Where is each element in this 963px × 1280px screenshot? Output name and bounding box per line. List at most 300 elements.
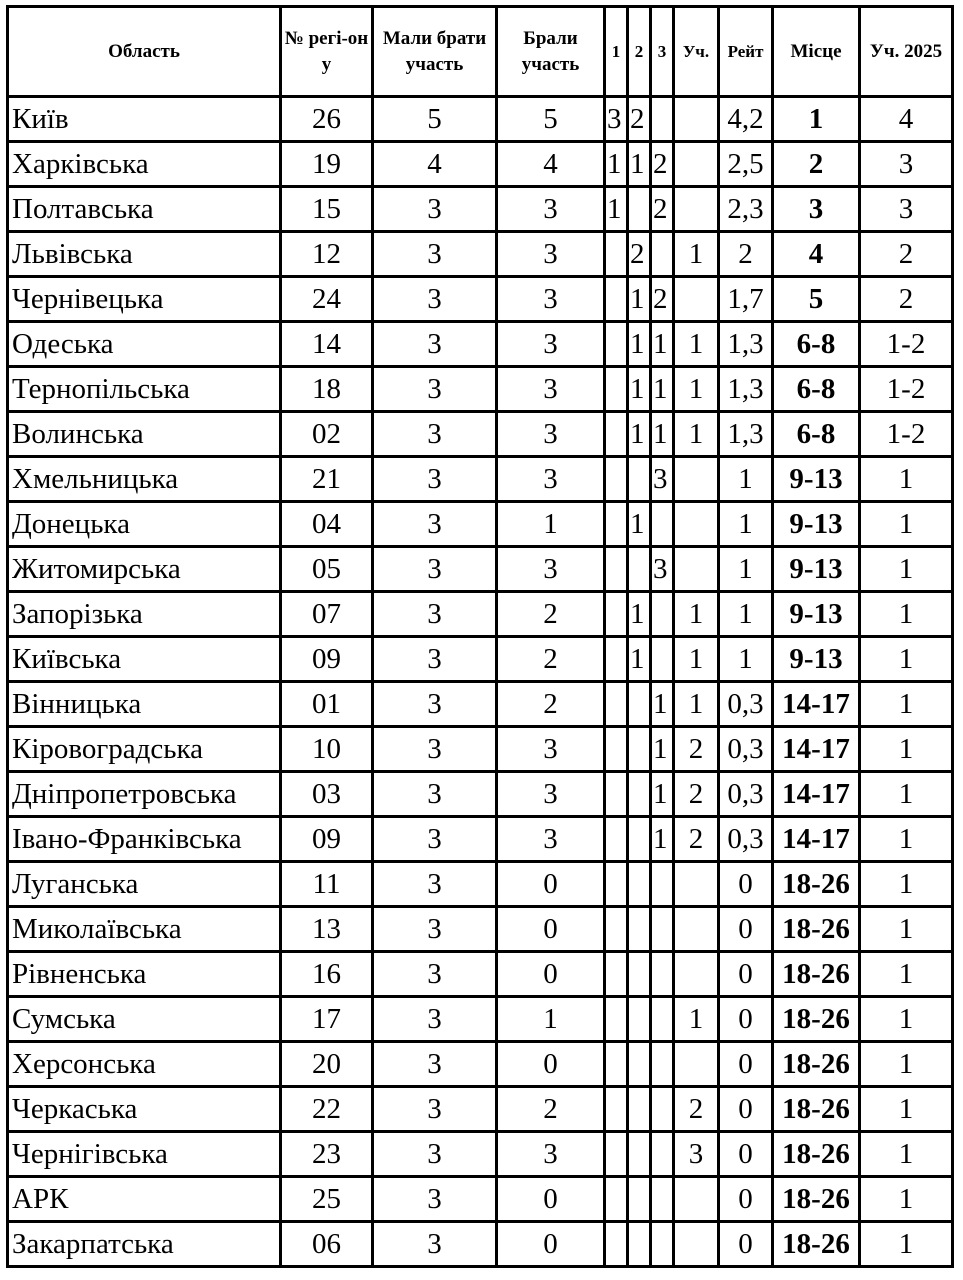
oblast-cell: Чернігівська bbox=[8, 1132, 281, 1177]
planned-cell: 3 bbox=[373, 1042, 497, 1087]
oblast-cell: Хмельницька bbox=[8, 457, 281, 502]
rating-cell: 0 bbox=[719, 1177, 773, 1222]
took-part-cell: 3 bbox=[497, 367, 605, 412]
place-cell: 14-17 bbox=[773, 772, 860, 817]
medal-2-cell bbox=[628, 457, 651, 502]
participant-cell bbox=[674, 142, 719, 187]
rating-cell: 0 bbox=[719, 1222, 773, 1267]
oblast-cell: Івано-Франківська bbox=[8, 817, 281, 862]
medal-1-cell bbox=[605, 727, 628, 772]
place-cell: 1 bbox=[773, 97, 860, 142]
medal-3-cell: 2 bbox=[651, 187, 674, 232]
table-row bbox=[8, 142, 953, 187]
oblast-cell: Дніпропетровська bbox=[8, 772, 281, 817]
participants-2025-cell: 1 bbox=[860, 817, 953, 862]
medal-3-cell: 1 bbox=[651, 367, 674, 412]
participants-2025-cell: 1 bbox=[860, 637, 953, 682]
place-cell: 14-17 bbox=[773, 817, 860, 862]
region-number-cell: 11 bbox=[281, 862, 373, 907]
oblast-cell: Одеська bbox=[8, 322, 281, 367]
participant-cell: 1 bbox=[674, 682, 719, 727]
medal-3-cell bbox=[651, 1132, 674, 1177]
participant-cell: 1 bbox=[674, 997, 719, 1042]
rating-cell: 0 bbox=[719, 952, 773, 997]
participant-cell: 1 bbox=[674, 322, 719, 367]
place-cell: 9-13 bbox=[773, 457, 860, 502]
oblast-cell: Херсонська bbox=[8, 1042, 281, 1087]
rating-cell: 1,3 bbox=[719, 367, 773, 412]
place-cell: 9-13 bbox=[773, 502, 860, 547]
rating-cell: 0 bbox=[719, 907, 773, 952]
took-part-cell: 3 bbox=[497, 187, 605, 232]
took-part-cell: 0 bbox=[497, 1177, 605, 1222]
oblast-cell: Сумська bbox=[8, 997, 281, 1042]
participant-cell: 3 bbox=[674, 1132, 719, 1177]
participant-cell bbox=[674, 1222, 719, 1267]
header-row bbox=[8, 7, 953, 97]
medal-3-cell bbox=[651, 1177, 674, 1222]
participant-cell: 1 bbox=[674, 232, 719, 277]
participant-cell bbox=[674, 952, 719, 997]
medal-1-cell bbox=[605, 277, 628, 322]
took-part-cell: 0 bbox=[497, 1042, 605, 1087]
oblast-cell: Миколаївська bbox=[8, 907, 281, 952]
participants-2025-cell: 1-2 bbox=[860, 367, 953, 412]
medal-1-cell bbox=[605, 322, 628, 367]
table-row bbox=[8, 727, 953, 772]
region-number-cell: 13 bbox=[281, 907, 373, 952]
medal-3-cell: 1 bbox=[651, 412, 674, 457]
results-table bbox=[6, 5, 954, 1268]
took-part-cell: 2 bbox=[497, 1087, 605, 1132]
medal-3-cell: 3 bbox=[651, 547, 674, 592]
rating-cell: 1 bbox=[719, 547, 773, 592]
rating-cell: 1 bbox=[719, 457, 773, 502]
participants-2025-cell: 1 bbox=[860, 502, 953, 547]
place-cell: 9-13 bbox=[773, 637, 860, 682]
medal-1-cell bbox=[605, 817, 628, 862]
place-cell: 18-26 bbox=[773, 952, 860, 997]
oblast-cell: Тернопільська bbox=[8, 367, 281, 412]
took-part-cell: 3 bbox=[497, 547, 605, 592]
participant-cell bbox=[674, 457, 719, 502]
header-medal-1: 1 bbox=[605, 7, 628, 97]
took-part-cell: 2 bbox=[497, 592, 605, 637]
rating-cell: 1 bbox=[719, 592, 773, 637]
medal-1-cell bbox=[605, 502, 628, 547]
region-number-cell: 26 bbox=[281, 97, 373, 142]
medal-1-cell bbox=[605, 547, 628, 592]
planned-cell: 3 bbox=[373, 187, 497, 232]
participants-2025-cell: 3 bbox=[860, 187, 953, 232]
medal-3-cell: 1 bbox=[651, 817, 674, 862]
planned-cell: 3 bbox=[373, 412, 497, 457]
planned-cell: 3 bbox=[373, 322, 497, 367]
planned-cell: 4 bbox=[373, 142, 497, 187]
medal-3-cell bbox=[651, 952, 674, 997]
took-part-cell: 0 bbox=[497, 907, 605, 952]
oblast-cell: Черкаська bbox=[8, 1087, 281, 1132]
table-row bbox=[8, 997, 953, 1042]
rating-cell: 0,3 bbox=[719, 682, 773, 727]
oblast-cell: Закарпатська bbox=[8, 1222, 281, 1267]
place-cell: 18-26 bbox=[773, 997, 860, 1042]
region-number-cell: 12 bbox=[281, 232, 373, 277]
rating-cell: 0 bbox=[719, 1132, 773, 1177]
planned-cell: 3 bbox=[373, 997, 497, 1042]
table-row bbox=[8, 1177, 953, 1222]
header-participants-2025: Уч. 2025 bbox=[860, 7, 953, 97]
planned-cell: 3 bbox=[373, 1222, 497, 1267]
region-number-cell: 23 bbox=[281, 1132, 373, 1177]
rating-cell: 4,2 bbox=[719, 97, 773, 142]
took-part-cell: 0 bbox=[497, 1222, 605, 1267]
planned-cell: 3 bbox=[373, 592, 497, 637]
medal-2-cell bbox=[628, 682, 651, 727]
participants-2025-cell: 2 bbox=[860, 232, 953, 277]
medal-2-cell bbox=[628, 1222, 651, 1267]
rating-cell: 1,3 bbox=[719, 322, 773, 367]
participant-cell: 2 bbox=[674, 817, 719, 862]
planned-cell: 3 bbox=[373, 547, 497, 592]
header-region-no: № регі-он у bbox=[281, 7, 373, 97]
participant-cell: 2 bbox=[674, 1087, 719, 1132]
rating-cell: 1,3 bbox=[719, 412, 773, 457]
participants-2025-cell: 1 bbox=[860, 682, 953, 727]
oblast-cell: Харківська bbox=[8, 142, 281, 187]
medal-1-cell bbox=[605, 1222, 628, 1267]
medal-2-cell bbox=[628, 727, 651, 772]
took-part-cell: 3 bbox=[497, 412, 605, 457]
medal-2-cell bbox=[628, 1087, 651, 1132]
medal-3-cell: 1 bbox=[651, 322, 674, 367]
medal-1-cell bbox=[605, 997, 628, 1042]
oblast-cell: Чернівецька bbox=[8, 277, 281, 322]
medal-1-cell bbox=[605, 772, 628, 817]
region-number-cell: 04 bbox=[281, 502, 373, 547]
participant-cell bbox=[674, 907, 719, 952]
table-row bbox=[8, 457, 953, 502]
took-part-cell: 0 bbox=[497, 952, 605, 997]
took-part-cell: 2 bbox=[497, 682, 605, 727]
participants-2025-cell: 1 bbox=[860, 1042, 953, 1087]
medal-2-cell: 1 bbox=[628, 502, 651, 547]
rating-cell: 2,5 bbox=[719, 142, 773, 187]
took-part-cell: 3 bbox=[497, 277, 605, 322]
table-row bbox=[8, 1222, 953, 1267]
rating-cell: 1,7 bbox=[719, 277, 773, 322]
region-number-cell: 07 bbox=[281, 592, 373, 637]
participants-2025-cell: 4 bbox=[860, 97, 953, 142]
region-number-cell: 06 bbox=[281, 1222, 373, 1267]
participant-cell: 1 bbox=[674, 412, 719, 457]
planned-cell: 3 bbox=[373, 232, 497, 277]
medal-3-cell: 2 bbox=[651, 277, 674, 322]
planned-cell: 3 bbox=[373, 727, 497, 772]
table-row bbox=[8, 367, 953, 412]
table-row bbox=[8, 772, 953, 817]
place-cell: 18-26 bbox=[773, 862, 860, 907]
medal-2-cell bbox=[628, 907, 651, 952]
medal-2-cell: 2 bbox=[628, 97, 651, 142]
participants-2025-cell: 1 bbox=[860, 1177, 953, 1222]
region-number-cell: 16 bbox=[281, 952, 373, 997]
participants-2025-cell: 1 bbox=[860, 952, 953, 997]
region-number-cell: 09 bbox=[281, 637, 373, 682]
participants-2025-cell: 1 bbox=[860, 1087, 953, 1132]
medal-3-cell: 1 bbox=[651, 727, 674, 772]
rating-cell: 0,3 bbox=[719, 817, 773, 862]
table-row bbox=[8, 637, 953, 682]
medal-2-cell: 2 bbox=[628, 232, 651, 277]
planned-cell: 3 bbox=[373, 862, 497, 907]
oblast-cell: Кіровоградська bbox=[8, 727, 281, 772]
participant-cell bbox=[674, 1042, 719, 1087]
header-medal-3: 3 bbox=[651, 7, 674, 97]
oblast-cell: Луганська bbox=[8, 862, 281, 907]
planned-cell: 3 bbox=[373, 907, 497, 952]
medal-3-cell bbox=[651, 97, 674, 142]
medal-2-cell bbox=[628, 547, 651, 592]
medal-2-cell bbox=[628, 1177, 651, 1222]
took-part-cell: 1 bbox=[497, 997, 605, 1042]
rating-cell: 0 bbox=[719, 1087, 773, 1132]
took-part-cell: 3 bbox=[497, 727, 605, 772]
took-part-cell: 5 bbox=[497, 97, 605, 142]
medal-2-cell: 1 bbox=[628, 142, 651, 187]
oblast-cell: АРК bbox=[8, 1177, 281, 1222]
took-part-cell: 0 bbox=[497, 862, 605, 907]
table-row bbox=[8, 1087, 953, 1132]
medal-2-cell bbox=[628, 187, 651, 232]
took-part-cell: 3 bbox=[497, 1132, 605, 1177]
medal-3-cell: 3 bbox=[651, 457, 674, 502]
medal-3-cell bbox=[651, 637, 674, 682]
table-row bbox=[8, 1132, 953, 1177]
planned-cell: 3 bbox=[373, 1087, 497, 1132]
place-cell: 18-26 bbox=[773, 1222, 860, 1267]
participant-cell: 1 bbox=[674, 637, 719, 682]
medal-1-cell bbox=[605, 592, 628, 637]
place-cell: 18-26 bbox=[773, 1042, 860, 1087]
place-cell: 6-8 bbox=[773, 367, 860, 412]
region-number-cell: 19 bbox=[281, 142, 373, 187]
medal-1-cell bbox=[605, 682, 628, 727]
participant-cell: 2 bbox=[674, 772, 719, 817]
region-number-cell: 15 bbox=[281, 187, 373, 232]
planned-cell: 3 bbox=[373, 502, 497, 547]
medal-1-cell: 1 bbox=[605, 187, 628, 232]
place-cell: 18-26 bbox=[773, 1132, 860, 1177]
medal-3-cell: 1 bbox=[651, 682, 674, 727]
planned-cell: 3 bbox=[373, 367, 497, 412]
participant-cell: 1 bbox=[674, 592, 719, 637]
rating-cell: 2 bbox=[719, 232, 773, 277]
region-number-cell: 17 bbox=[281, 997, 373, 1042]
oblast-cell: Львівська bbox=[8, 232, 281, 277]
planned-cell: 3 bbox=[373, 1177, 497, 1222]
took-part-cell: 3 bbox=[497, 232, 605, 277]
participants-2025-cell: 1 bbox=[860, 1222, 953, 1267]
medal-2-cell bbox=[628, 1132, 651, 1177]
place-cell: 3 bbox=[773, 187, 860, 232]
rating-cell: 1 bbox=[719, 637, 773, 682]
participants-2025-cell: 1 bbox=[860, 997, 953, 1042]
participants-2025-cell: 1 bbox=[860, 457, 953, 502]
medal-1-cell bbox=[605, 457, 628, 502]
table-row bbox=[8, 952, 953, 997]
header-rating: Рейт bbox=[719, 7, 773, 97]
participant-cell bbox=[674, 547, 719, 592]
medal-2-cell bbox=[628, 1042, 651, 1087]
planned-cell: 5 bbox=[373, 97, 497, 142]
table-row bbox=[8, 907, 953, 952]
participants-2025-cell: 1-2 bbox=[860, 412, 953, 457]
took-part-cell: 4 bbox=[497, 142, 605, 187]
participant-cell bbox=[674, 277, 719, 322]
rating-cell: 0 bbox=[719, 1042, 773, 1087]
medal-2-cell bbox=[628, 862, 651, 907]
took-part-cell: 3 bbox=[497, 817, 605, 862]
medal-1-cell bbox=[605, 1132, 628, 1177]
planned-cell: 3 bbox=[373, 952, 497, 997]
medal-3-cell bbox=[651, 907, 674, 952]
planned-cell: 3 bbox=[373, 637, 497, 682]
table-row bbox=[8, 277, 953, 322]
medal-1-cell bbox=[605, 232, 628, 277]
place-cell: 9-13 bbox=[773, 547, 860, 592]
table-row bbox=[8, 322, 953, 367]
medal-3-cell bbox=[651, 1222, 674, 1267]
header-took-part: Брали участь bbox=[497, 7, 605, 97]
place-cell: 6-8 bbox=[773, 412, 860, 457]
rating-cell: 0 bbox=[719, 862, 773, 907]
region-number-cell: 09 bbox=[281, 817, 373, 862]
medal-3-cell bbox=[651, 997, 674, 1042]
place-cell: 18-26 bbox=[773, 907, 860, 952]
table-row bbox=[8, 412, 953, 457]
medal-1-cell: 1 bbox=[605, 142, 628, 187]
table-row bbox=[8, 547, 953, 592]
region-number-cell: 25 bbox=[281, 1177, 373, 1222]
medal-2-cell: 1 bbox=[628, 277, 651, 322]
medal-1-cell bbox=[605, 862, 628, 907]
region-number-cell: 03 bbox=[281, 772, 373, 817]
medal-3-cell: 2 bbox=[651, 142, 674, 187]
region-number-cell: 22 bbox=[281, 1087, 373, 1132]
rating-cell: 0,3 bbox=[719, 727, 773, 772]
rating-cell: 0 bbox=[719, 997, 773, 1042]
region-number-cell: 14 bbox=[281, 322, 373, 367]
participants-2025-cell: 1 bbox=[860, 862, 953, 907]
oblast-cell: Київська bbox=[8, 637, 281, 682]
table-row bbox=[8, 592, 953, 637]
region-number-cell: 02 bbox=[281, 412, 373, 457]
participants-2025-cell: 1 bbox=[860, 772, 953, 817]
participant-cell bbox=[674, 502, 719, 547]
medal-1-cell bbox=[605, 367, 628, 412]
place-cell: 14-17 bbox=[773, 727, 860, 772]
medal-3-cell bbox=[651, 862, 674, 907]
medal-1-cell: 3 bbox=[605, 97, 628, 142]
planned-cell: 3 bbox=[373, 817, 497, 862]
rating-cell: 2,3 bbox=[719, 187, 773, 232]
oblast-cell: Рівненська bbox=[8, 952, 281, 997]
region-number-cell: 01 bbox=[281, 682, 373, 727]
participant-cell bbox=[674, 187, 719, 232]
table-row bbox=[8, 1042, 953, 1087]
region-number-cell: 24 bbox=[281, 277, 373, 322]
planned-cell: 3 bbox=[373, 457, 497, 502]
planned-cell: 3 bbox=[373, 277, 497, 322]
medal-2-cell: 1 bbox=[628, 367, 651, 412]
place-cell: 6-8 bbox=[773, 322, 860, 367]
place-cell: 14-17 bbox=[773, 682, 860, 727]
rating-cell: 1 bbox=[719, 502, 773, 547]
medal-2-cell bbox=[628, 772, 651, 817]
took-part-cell: 3 bbox=[497, 457, 605, 502]
planned-cell: 3 bbox=[373, 1132, 497, 1177]
took-part-cell: 3 bbox=[497, 322, 605, 367]
place-cell: 9-13 bbox=[773, 592, 860, 637]
medal-2-cell: 1 bbox=[628, 637, 651, 682]
place-cell: 2 bbox=[773, 142, 860, 187]
medal-3-cell bbox=[651, 592, 674, 637]
oblast-cell: Волинська bbox=[8, 412, 281, 457]
medal-2-cell bbox=[628, 817, 651, 862]
participants-2025-cell: 1 bbox=[860, 592, 953, 637]
medal-3-cell bbox=[651, 502, 674, 547]
oblast-cell: Житомирська bbox=[8, 547, 281, 592]
participants-2025-cell: 1 bbox=[860, 907, 953, 952]
table-row bbox=[8, 682, 953, 727]
participant-cell bbox=[674, 97, 719, 142]
medal-3-cell bbox=[651, 1042, 674, 1087]
medal-3-cell bbox=[651, 1087, 674, 1132]
header-oblast: Область bbox=[8, 7, 281, 97]
oblast-cell: Полтавська bbox=[8, 187, 281, 232]
took-part-cell: 1 bbox=[497, 502, 605, 547]
participants-2025-cell: 2 bbox=[860, 277, 953, 322]
medal-2-cell: 1 bbox=[628, 322, 651, 367]
participants-2025-cell: 1 bbox=[860, 1132, 953, 1177]
region-number-cell: 10 bbox=[281, 727, 373, 772]
participant-cell: 1 bbox=[674, 367, 719, 412]
medal-1-cell bbox=[605, 637, 628, 682]
region-number-cell: 18 bbox=[281, 367, 373, 412]
oblast-cell: Донецька bbox=[8, 502, 281, 547]
medal-1-cell bbox=[605, 1087, 628, 1132]
region-number-cell: 05 bbox=[281, 547, 373, 592]
medal-3-cell: 1 bbox=[651, 772, 674, 817]
participant-cell bbox=[674, 1177, 719, 1222]
medal-2-cell: 1 bbox=[628, 592, 651, 637]
medal-2-cell bbox=[628, 997, 651, 1042]
medal-1-cell bbox=[605, 1177, 628, 1222]
header-participant: Уч. bbox=[674, 7, 719, 97]
region-number-cell: 20 bbox=[281, 1042, 373, 1087]
place-cell: 5 bbox=[773, 277, 860, 322]
planned-cell: 3 bbox=[373, 772, 497, 817]
medal-2-cell bbox=[628, 952, 651, 997]
region-number-cell: 21 bbox=[281, 457, 373, 502]
oblast-cell: Вінницька bbox=[8, 682, 281, 727]
medal-3-cell bbox=[651, 232, 674, 277]
participant-cell bbox=[674, 862, 719, 907]
header-medal-2: 2 bbox=[628, 7, 651, 97]
header-place: Місце bbox=[773, 7, 860, 97]
medal-1-cell bbox=[605, 1042, 628, 1087]
